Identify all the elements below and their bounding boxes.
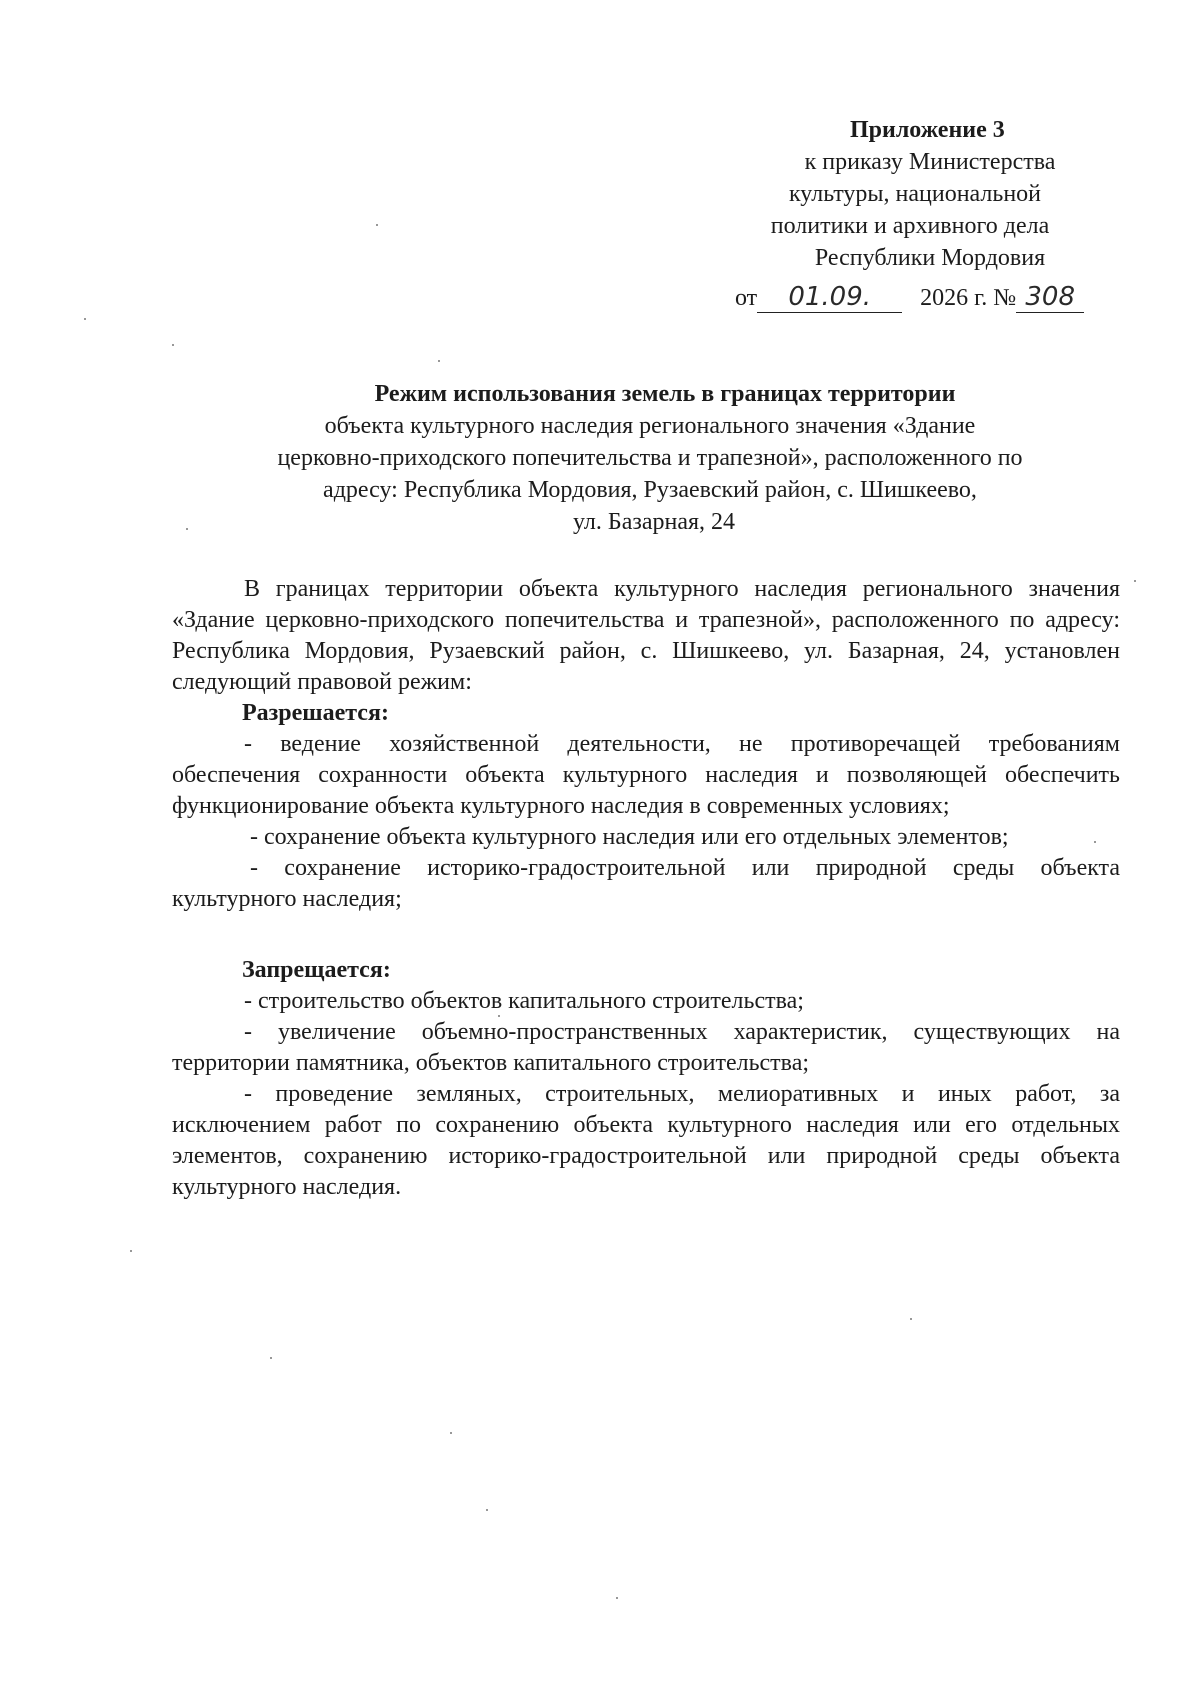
date-year: 2026 г. № bbox=[920, 285, 1017, 311]
title-line: ул. Базарная, 24 bbox=[572, 509, 736, 535]
appendix-title: Приложение 3 bbox=[850, 117, 1005, 143]
forbidden-heading: Запрещается: bbox=[242, 957, 391, 983]
forbidden-item: - увеличение объемно-пространственных характеристик, существующих на территории памятника, объектов капитального строительства; bbox=[172, 1019, 1120, 1076]
handwritten-date: 01.09. bbox=[788, 282, 872, 312]
allowed-item: - сохранение историко-градостроительной или природной среды объекта культурного наследия; bbox=[172, 855, 1120, 912]
title-line: адресу: Республика Мордовия, Рузаевский район, с. Шишкеево, bbox=[323, 477, 977, 503]
intro-paragraph: В границах территории объекта культурного наследия регионального значения «Здание церковно-приходского попечительства и трапезной», расположенного по адресу: Республика Мордовия, Рузаевский район, с. Шишкеево, ул. Базарная, 24, установлен следующий правовой режим: bbox=[172, 576, 1120, 695]
forbidden-item: - проведение земляных, строительных, мелиоративных и иных работ, за исключением работ по сохранению объекта культурного наследия или его отдельных элементов, сохранению историко-градостроительной или природной среды объекта культурного наследия. bbox=[172, 1081, 1120, 1200]
allowed-heading: Разрешается: bbox=[242, 700, 389, 726]
appendix-line: к приказу Министерства bbox=[804, 149, 1056, 175]
title-line: объекта культурного наследия регионального значения «Здание bbox=[324, 413, 976, 439]
document-title bbox=[200, 378, 1100, 538]
allowed-item: - ведение хозяйственной деятельности, не противоречащей требованиям обеспечения сохранности объекта культурного наследия и позволяющей обеспечить функционирование объекта культурного наследия в современных условиях; bbox=[172, 731, 1120, 819]
forbidden-item: - строительство объектов капитального строительства; bbox=[244, 988, 804, 1014]
title-line: церковно-приходского попечительства и трапезной», расположенного по bbox=[277, 445, 1023, 471]
handwritten-number: 308 bbox=[1025, 282, 1076, 312]
allowed-item: - сохранение объекта культурного наследия или его отдельных элементов; bbox=[250, 824, 1009, 850]
date-prefix: от bbox=[735, 285, 758, 311]
appendix-line: политики и архивного дела bbox=[770, 213, 1050, 239]
document-body bbox=[172, 574, 1120, 1203]
order-date-line bbox=[735, 282, 1155, 313]
appendix-line: культуры, национальной bbox=[788, 181, 1042, 207]
appendix-block bbox=[700, 114, 1120, 274]
appendix-line: Республики Мордовия bbox=[814, 245, 1046, 271]
title-bold-line: Режим использования земель в границах территории bbox=[374, 381, 956, 407]
